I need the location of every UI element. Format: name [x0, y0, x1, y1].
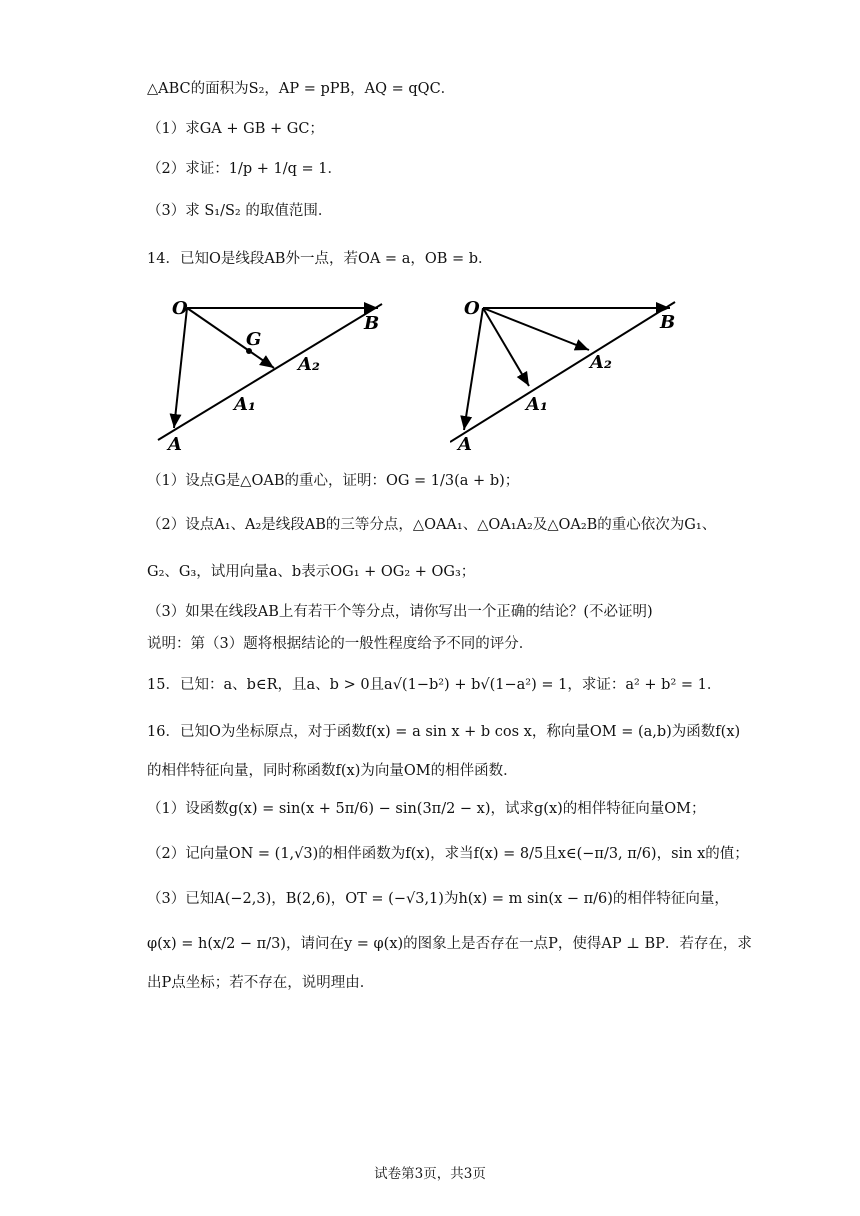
label-O-right: O — [464, 298, 480, 319]
figure-left — [150, 292, 400, 454]
page-footer: 试卷第3页，共3页 — [374, 1166, 486, 1182]
problem-16-stem-a: 16．已知O为坐标原点，对于函数f(x) = a sin x + b cos x，称向量OM = (a,b)为函数f(x) — [147, 724, 741, 740]
problem-16-part-3-c: 出P点坐标；若不存在，说明理由． — [147, 975, 375, 991]
segment-AB — [158, 304, 382, 440]
problem-16-part-3-b: φ(x) = h(x/2 − π/3)，请问在y = φ(x)的图象上是否存在一点P，使得AP ⊥ BP．若存在，求 — [147, 936, 752, 952]
problem-14-note: 说明：第（3）题将根据结论的一般性程度给予不同的评分． — [147, 636, 534, 652]
label-A: A — [168, 434, 182, 454]
problem-16-part-3-a: （3）已知A(−2,3)，B(2,6)，OT = (−√3,1)为h(x) = m sin(x − π/6)的相伴特征向量， — [147, 891, 729, 907]
problem-14-part-3: （3）如果在线段AB上有若干个等分点，请你写出一个正确的结论？(不必证明) — [147, 604, 653, 620]
problem-16-stem-b: 的相伴特征向量，同时称函数f(x)为向量OM的相伴函数． — [147, 763, 518, 779]
vector-OA2-right — [483, 308, 589, 350]
vector-OA — [174, 308, 187, 428]
label-G: G — [246, 329, 262, 350]
problem-14-part-2-b: G₂、G₃，试用向量a、b表示OG₁ + OG₂ + OG₃； — [147, 564, 476, 580]
label-A-right: A — [458, 434, 472, 454]
figure-right — [450, 292, 700, 454]
label-O: O — [172, 298, 188, 319]
label-A2-right: A₂ — [590, 352, 612, 373]
label-A1-right: A₁ — [526, 394, 548, 415]
problem-14-stem: 14．已知O是线段AB外一点，若OA = a，OB = b． — [147, 251, 493, 267]
problem-15: 15．已知：a、b∈R，且a、b > 0且a√(1−b²) + b√(1−a²) = 1，求证：a² + b² = 1． — [147, 677, 722, 693]
vector-OA-right — [464, 308, 483, 430]
text-line-3: （2）求证：1/p + 1/q = 1． — [147, 161, 342, 177]
text-line-4: （3）求 S₁/S₂ 的取值范围． — [147, 203, 333, 219]
problem-16-part-2: （2）记向量ON = (1,√3)的相伴函数为f(x)，求当f(x) = 8/5且x∈(−π/3, π/6)，sin x的值； — [147, 846, 749, 862]
text-line-2: （1）求GA + GB + GC； — [147, 121, 324, 137]
problem-14-part-2-a: （2）设点A₁、A₂是线段AB的三等分点，△OAA₁、△OA₁A₂及△OA₂B的重心依次为G₁、 — [147, 517, 717, 533]
label-A2: A₂ — [298, 354, 320, 375]
label-B-right: B — [660, 312, 676, 333]
label-B: B — [364, 313, 380, 334]
text-line-1: △ABC的面积为S₂，AP = pPB，AQ = qQC． — [147, 81, 456, 97]
problem-16-part-1: （1）设函数g(x) = sin(x + 5π/6) − sin(3π/2 − x)，试求g(x)的相伴特征向量OM； — [147, 801, 706, 817]
label-A1: A₁ — [234, 394, 256, 415]
vector-OA1-right — [483, 308, 529, 386]
segment-AB-right — [450, 302, 675, 442]
problem-14-part-1: （1）设点G是△OAB的重心，证明：OG = 1/3(a + b)； — [147, 473, 520, 489]
